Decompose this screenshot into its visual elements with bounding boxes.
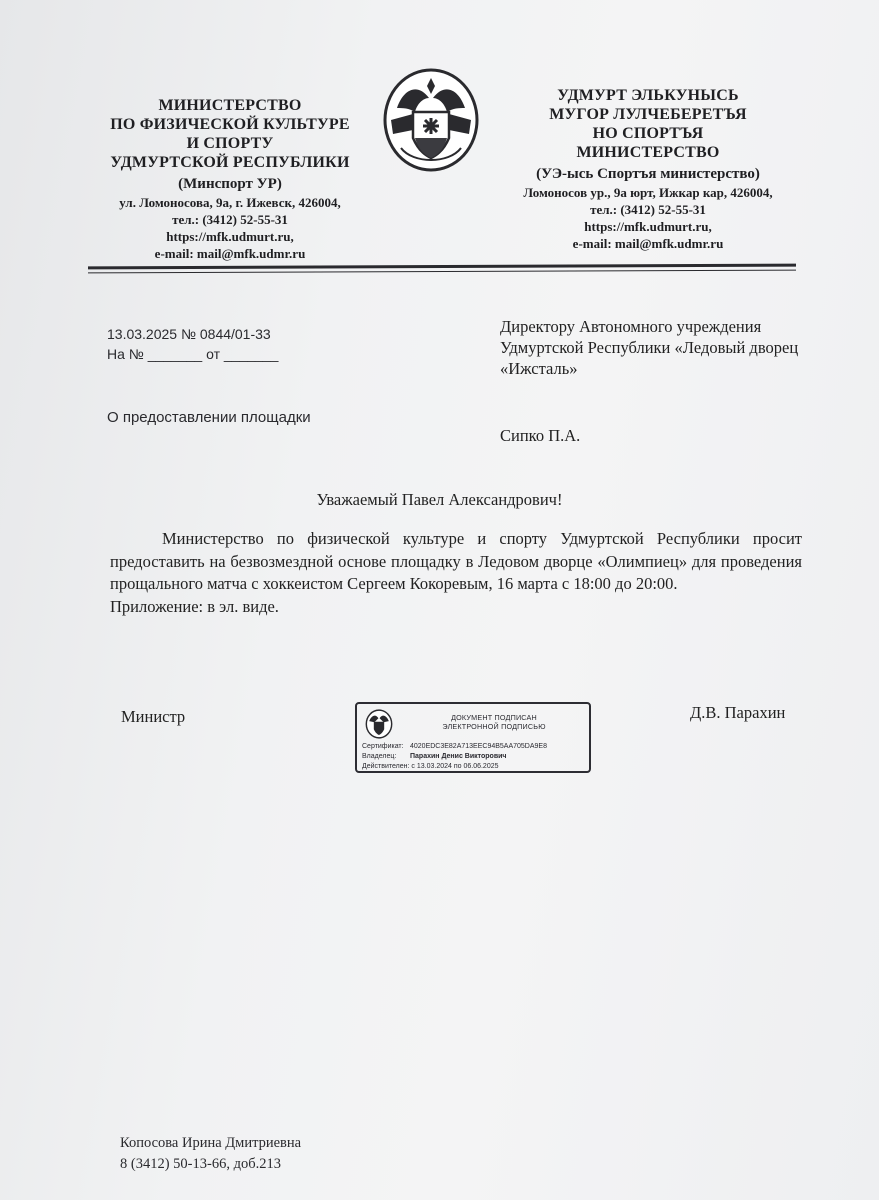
header-right-address: Ломоносов ур., 9а юрт, Ижкар кар, 426004, bbox=[523, 185, 773, 200]
letter-subject: О предоставлении площадки bbox=[107, 409, 311, 426]
header-left-line: УДМУРТСКОЙ РЕСПУБЛИКИ bbox=[110, 154, 350, 171]
registration-number: 13.03.2025 № 0844/01-33 bbox=[107, 326, 271, 342]
header-right-line: МИНИСТЕРСТВО bbox=[576, 144, 720, 161]
addressee-name: Сипко П.А. bbox=[500, 426, 581, 445]
header-divider bbox=[88, 264, 796, 270]
attachment-note: Приложение: в эл. виде. bbox=[110, 596, 279, 616]
header-left-website: https://mfk.udmurt.ru, bbox=[166, 229, 294, 244]
header-left bbox=[90, 96, 370, 262]
header-right bbox=[498, 86, 798, 252]
udmurt-coat-of-arms-icon bbox=[365, 709, 393, 739]
header-left-address: ул. Ломоносова, 9а, г. Ижевск, 426004, bbox=[119, 195, 341, 210]
header-left-line: ПО ФИЗИЧЕСКОЙ КУЛЬТУРЕ bbox=[110, 116, 350, 133]
header-right-phone: тел.: (3412) 52-55-31 bbox=[590, 202, 706, 217]
stamp-title bbox=[401, 713, 587, 731]
executor-name: Копосова Ирина Дмитриевна bbox=[120, 1135, 302, 1151]
stamp-validity-label: Действителен: bbox=[362, 763, 410, 770]
signer-role: Министр bbox=[121, 707, 186, 726]
stamp-certificate-value: 4020EDC3E82A713EEC94B5AA705DA9E8 bbox=[410, 743, 547, 750]
reply-reference: На № _______ от _______ bbox=[107, 346, 279, 362]
stamp-owner-value: Парахин Денис Викторович bbox=[410, 753, 507, 760]
addressee: Директору Автономного учреждения Удмуртской Республики «Ледовый дворец «Ижсталь» bbox=[500, 317, 799, 378]
stamp-title-line: ДОКУМЕНТ ПОДПИСАН bbox=[451, 713, 537, 722]
header-left-email: e-mail: mail@mfk.udmr.ru bbox=[154, 246, 306, 261]
udmurt-coat-of-arms-icon bbox=[383, 68, 479, 172]
executor-footer bbox=[120, 1133, 301, 1175]
header-divider-thin bbox=[88, 270, 796, 274]
stamp-certificate-row bbox=[362, 742, 547, 751]
header-left-line: И СПОРТУ bbox=[186, 135, 274, 152]
stamp-owner-label: Владелец: bbox=[362, 753, 397, 760]
header-left-short-name: (Минспорт УР) bbox=[178, 176, 282, 192]
stamp-certificate-label: Сертификат: bbox=[362, 743, 404, 750]
header-right-email: e-mail: mail@mfk.udmr.ru bbox=[572, 236, 724, 251]
header-right-line: НО СПОРТЪЯ bbox=[592, 125, 704, 142]
stamp-owner-row bbox=[362, 752, 507, 761]
stamp-validity-row bbox=[362, 762, 499, 771]
greeting: Уважаемый Павел Александрович! bbox=[316, 490, 563, 509]
letter-body bbox=[110, 528, 802, 618]
stamp-title-line: ЭЛЕКТРОННОЙ ПОДПИСЬЮ bbox=[442, 722, 546, 731]
executor-phone: 8 (3412) 50-13-66, доб.213 bbox=[120, 1156, 281, 1172]
body-paragraph: Министерство по физической культуре и спорту Удмуртской Республики просит предоставить на безвозмездной основе площадку в Ледовом дворце «Олимпиец» для проведения прощального матча с хоккеистом Сергеем Кокоревым, 16 марта с 18:00 до 20:00. bbox=[110, 529, 802, 593]
header-right-line: МУГОР ЛУЛЧЕБЕРЕТЪЯ bbox=[549, 106, 747, 123]
e-signature-stamp bbox=[355, 702, 591, 773]
header-right-website: https://mfk.udmurt.ru, bbox=[584, 219, 712, 234]
header-right-line: УДМУРТ ЭЛЬКУНЫСЬ bbox=[557, 87, 739, 104]
stamp-validity-value: с 13.03.2024 по 06.06.2025 bbox=[411, 763, 499, 770]
registration-block bbox=[107, 324, 278, 364]
header-left-phone: тел.: (3412) 52-55-31 bbox=[172, 212, 288, 227]
header-right-short-name: (УЭ-ысь Спортъя министерство) bbox=[536, 166, 760, 182]
signer-name: Д.В. Парахин bbox=[690, 703, 786, 722]
header-left-line: МИНИСТЕРСТВО bbox=[158, 97, 302, 114]
